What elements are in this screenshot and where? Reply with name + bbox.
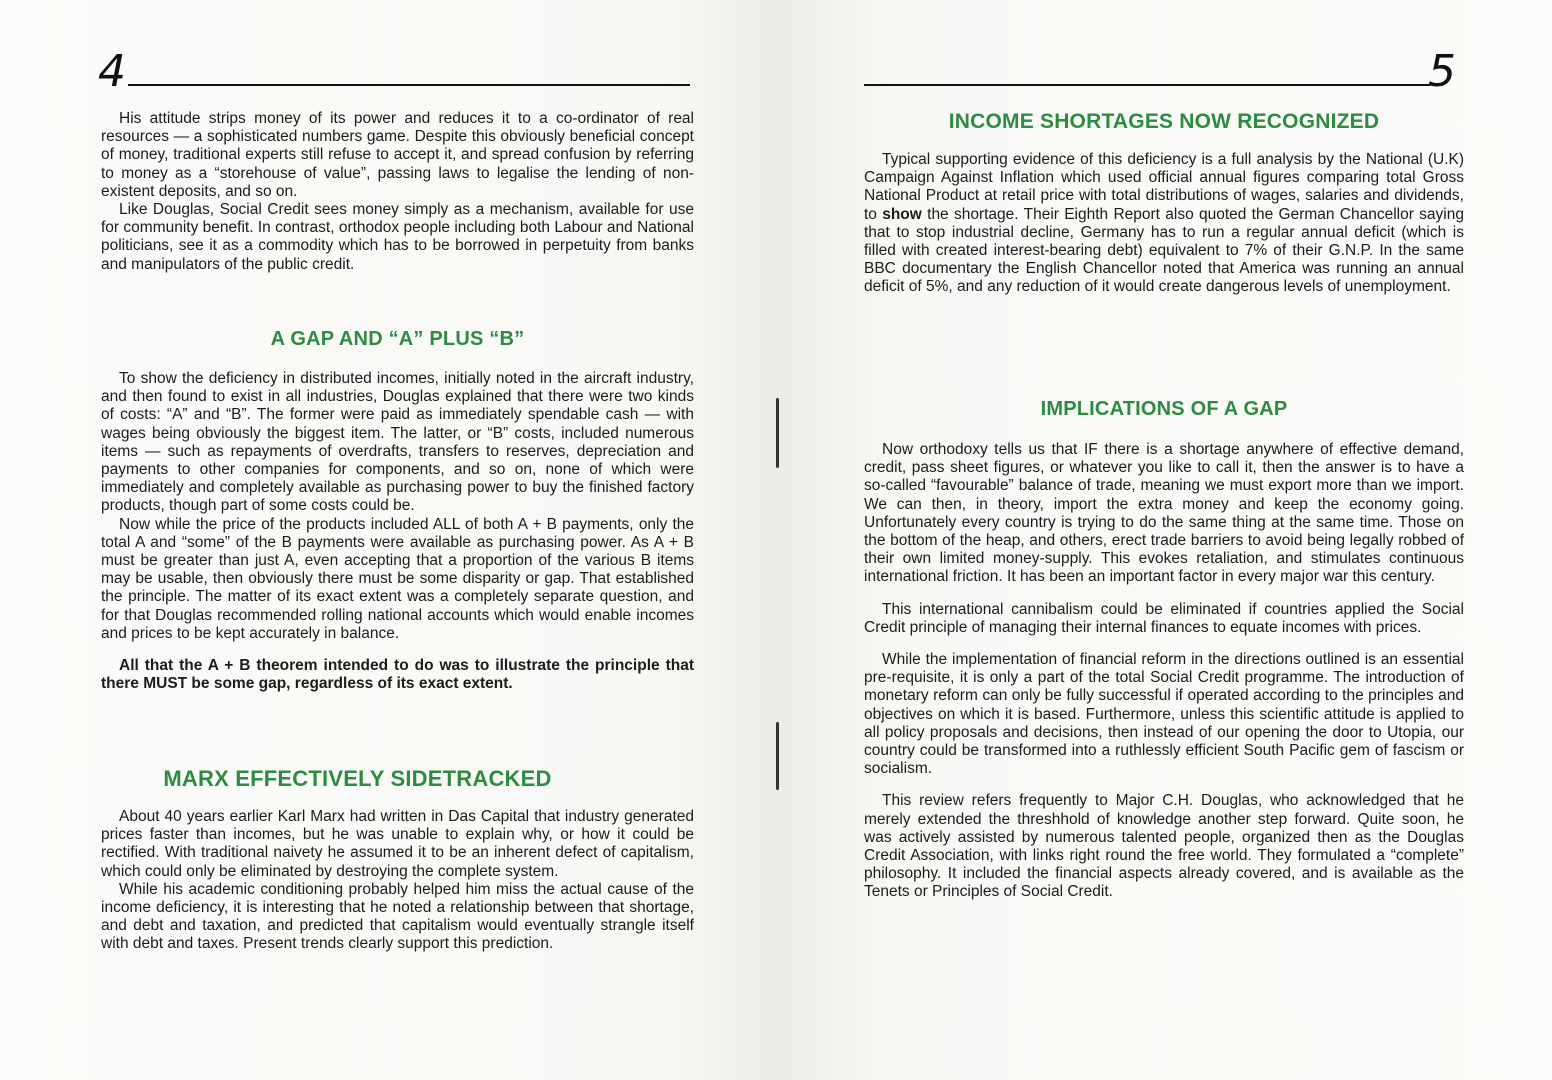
theorem-statement: All that the A + B theorem intended to do was to illustrate the principle that there MUST be some gap, regardless of its exact extent. [101,657,694,693]
section-heading-implications: IMPLICATIONS OF A GAP [1040,398,1288,420]
gap-section-body [101,370,694,693]
income-text-end: the shortage. Their Eighth Report also quoted the German Chancellor saying that to stop industrial decline, Germany has to run a regular annual deficit (which is filled with created interest-bearing debt) equivalent to 7% of their G.N.P. In the same BBC documentary the English Chancellor noted that America was running an annual deficit of 5%, and any reduction of it would create dangerous levels of unemployment. [864,205,1464,296]
implications-section-body [864,441,1464,902]
implications-paragraph-4: This review refers frequently to Major C.H. Douglas, who acknowledged that he merely extended the threshhold of knowledge another step forward. Quite soon, he was actively assisted by numerous talented people, organized then as the Douglas Credit Association, with links right round the free world. They formulated a “complete” philosophy. It included the financial aspects already covered, and is available as the Tenets or Principles of Social Credit. [864,792,1464,901]
income-section-body [864,151,1464,297]
left-header-rule [128,84,690,86]
marx-paragraph-2: While his academic conditioning probably helped him miss the actual cause of the income deficiency, it is interesting that he noted a relationship between that shortage, and debt and taxation, and predicted that capitalism would eventually strangle itself with debt and taxes. Present trends clearly support this prediction. [101,880,694,953]
section-heading-marx: MARX EFFECTIVELY SIDETRACKED [163,766,552,791]
left-intro [101,110,694,274]
staple-top [776,398,779,468]
marx-section-body [101,808,694,954]
income-paragraph [864,151,1464,297]
income-bold-word: show [882,205,922,223]
staple-bottom [776,722,779,790]
left-page-number: 4 [98,46,126,97]
implications-paragraph-1: Now orthodoxy tells us that IF there is a shortage anywhere of effective demand, credit, pass sheet figures, or whatever you like to call it, then the answer is to have a so-called “favourable” balance of trade, meaning we must export more than we import. We can then, in theory, import the extra money and keep the economy going. Unfortunately every country is trying to do the same thing at the same time. Those on the bottom of the heap, and others, erect trade barriers to avoid being legally robbed of their own limited money-supply. This evokes retaliation, and stimulates continuous international friction. It has been an important factor in every major war this century. [864,441,1464,586]
intro-paragraph-2: Like Douglas, Social Credit sees money simply as a mechanism, available for use for community benefit. In contrast, orthodox people including both Labour and National politicians, see it as a commodity which has to be borrowed in perpetuity from banks and manipulators of the public credit. [101,201,694,273]
intro-paragraph-1: His attitude strips money of its power and reduces it to a co-ordinator of real resources — a sophisticated numbers game. Despite this obviously beneficial concept of money, traditional experts still refuse to accept it, and spread confusion by referring to money as a “storehouse of value”, passing laws to legalise the lending of non-existent deposits, and so on. [101,110,694,200]
gap-paragraph-1: To show the deficiency in distributed incomes, initially noted in the aircraft industry, and then found to exist in all industries, Douglas explained that there were two kinds of costs: “A” and “B”. The former were paid as immediately spendable cash — with wages being obviously the biggest item. The latter, or “B” costs, included numerous items — such as repayments of overdrafts, transfers to reserves, depreciation and payments to other companies for components, and so on, none of which were immediately and completely available as purchasing power to buy the finished factory products, though part of some costs could be. [101,370,694,515]
right-page [776,0,1552,1080]
right-header-rule [864,84,1430,86]
right-page-number: 5 [1428,46,1456,97]
section-heading-income-shortages: INCOME SHORTAGES NOW RECOGNIZED [948,110,1380,133]
income-text-start: Typical supporting evidence of this deficiency is a full analysis by the National (U.K) Campaign Against Inflation which used official annual figures comparing total Gross National Product at retail price with total distributions of wages, salaries and dividends, to [864,151,1464,223]
implications-paragraph-2: This international cannibalism could be eliminated if countries applied the Social Credit principle of managing their internal finances to equate incomes with prices. [864,600,1464,636]
implications-paragraph-3: While the implementation of financial reform in the directions outlined is an essential pre-requisite, it is only a part of the total Social Credit programme. The introduction of monetary reform can only be fully successful if operated according to the principles and objectives on which it is based. Furthermore, unless this scientific attitude is applied to all policy proposals and decisions, then instead of our opening the door to Utopia, our country could be transformed into a ruthlessly efficient South Pacific gem of fascism or socialism. [864,651,1464,778]
section-heading-gap-a-plus-b: A GAP AND “A” PLUS “B” [270,328,525,350]
marx-paragraph-1: About 40 years earlier Karl Marx had written in Das Capital that industry generated prices faster than incomes, but he was unable to explain why, or how it could be rectified. With traditional naivety he assumed it to be an inherent defect of capitalism, which could only be eliminated by destroying the complete system. [101,808,694,880]
gap-paragraph-2: Now while the price of the products included ALL of both A + B payments, only the total A and “some” of the B payments were available as purchasing power. As A + B must be greater than just A, even accepting that a proportion of the various B items may be usable, then obviously there must be some disparity or gap. That established the principle. The matter of its exact extent was a completely separate question, and for that Douglas recommended rolling national accounts which would enable incomes and prices to be kept accurately in balance. [101,515,694,642]
